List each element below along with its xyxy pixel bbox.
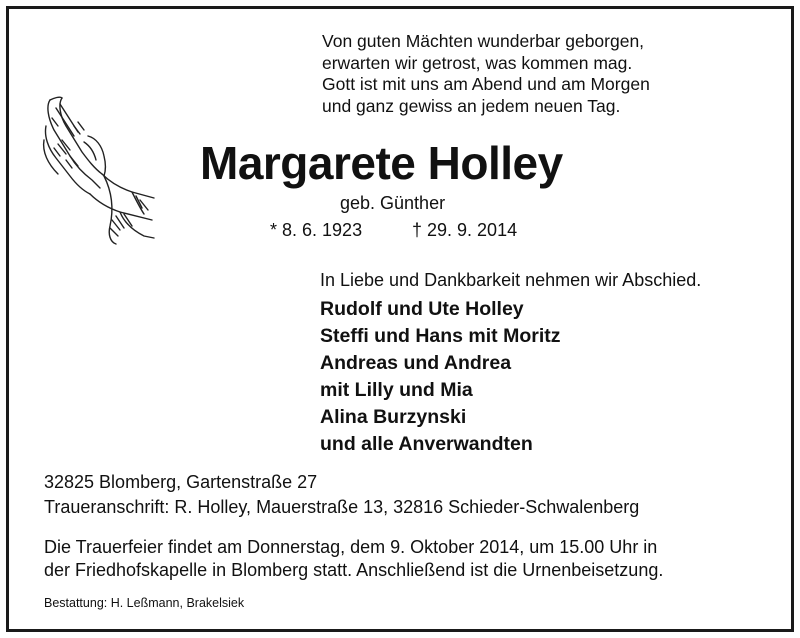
farewell-text: In Liebe und Dankbarkeit nehmen wir Abschied. xyxy=(320,270,702,290)
service-line: Die Trauerfeier findet am Donnerstag, dem 9. Oktober 2014, um 15.00 Uhr in xyxy=(44,537,658,557)
undertaker: Bestattung: H. Leßmann, Brakelsiek xyxy=(44,596,245,610)
mourner-line: Rudolf und Ute Holley xyxy=(320,298,524,320)
mourners-list xyxy=(320,296,561,458)
mourner-line: Steffi und Hans mit Moritz xyxy=(320,325,561,347)
deceased-name: Margarete Holley xyxy=(200,137,563,189)
mourning-address: Traueranschrift: R. Holley, Mauerstraße 13, 32816 Schieder-Schwalenberg xyxy=(44,497,640,517)
service-line: der Friedhofskapelle in Blomberg statt. Anschließend ist die Urnenbeisetzung. xyxy=(44,559,664,580)
birth-date: * 8. 6. 1923 xyxy=(270,220,363,240)
poem xyxy=(322,31,650,117)
mourner-line: Andreas und Andrea xyxy=(320,352,512,374)
service-info xyxy=(44,536,663,581)
poem-line: und ganz gewiss an jedem neuen Tag. xyxy=(322,95,621,116)
poem-line: Von guten Mächten wunderbar geborgen, xyxy=(322,31,645,51)
home-address: 32825 Blomberg, Gartenstraße 27 xyxy=(44,472,318,492)
maiden-name: geb. Günther xyxy=(340,193,446,213)
poem-line: erwarten wir getrost, was kommen mag. xyxy=(322,52,633,73)
praying-hands-icon xyxy=(40,96,156,246)
mourner-line: und alle Anverwandten xyxy=(320,433,533,455)
death-date: † 29. 9. 2014 xyxy=(412,220,518,240)
mourner-line: Alina Burzynski xyxy=(320,406,467,428)
mourner-line: mit Lilly und Mia xyxy=(320,379,473,401)
poem-line: Gott ist mit uns am Abend und am Morgen xyxy=(322,74,650,94)
